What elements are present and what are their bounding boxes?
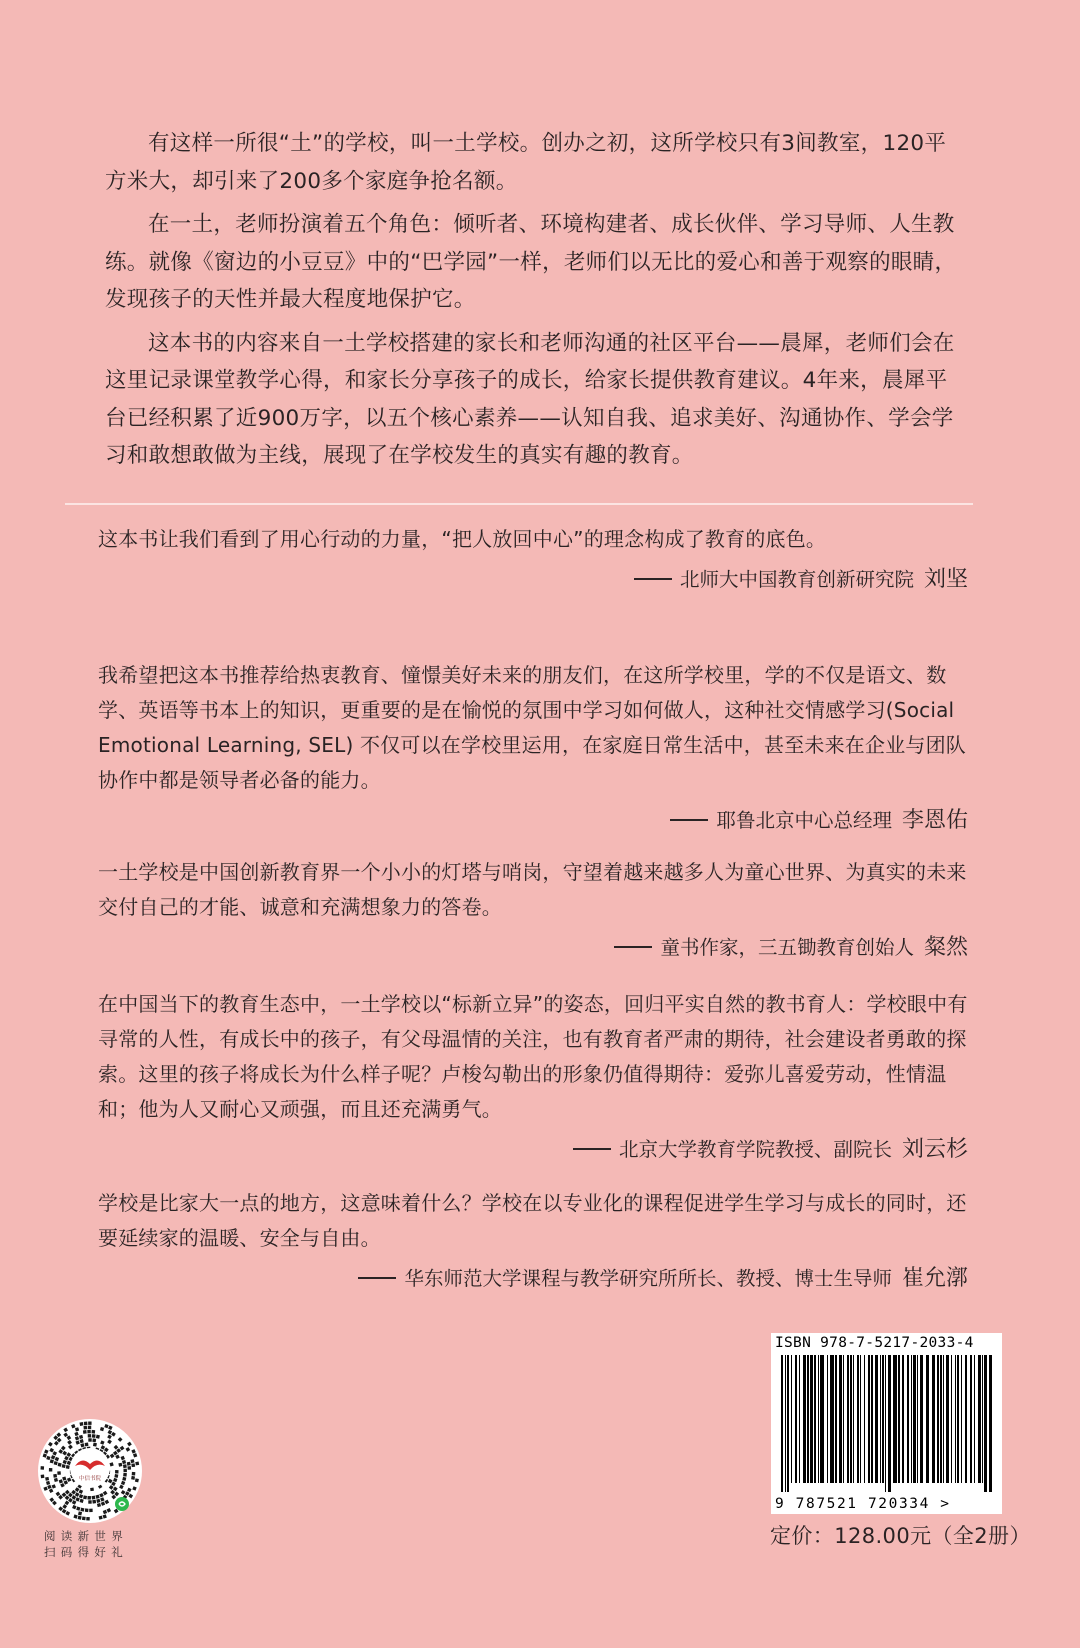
qr-module: [83, 1495, 87, 1499]
barcode-bar: [943, 1355, 944, 1483]
barcode-bar: [911, 1355, 912, 1483]
barcode-bar: [791, 1355, 792, 1483]
qr-module: [88, 1434, 91, 1437]
attribution-title: 童书作家，三五锄教育创始人: [660, 936, 914, 959]
qr-module: [53, 1474, 57, 1478]
barcode-bar: [913, 1355, 916, 1483]
qr-module: [45, 1477, 49, 1481]
qr-module: [114, 1474, 118, 1478]
barcode-digits: 9 787521 720334 >: [775, 1496, 951, 1512]
qr-module: [127, 1466, 131, 1470]
qr-code[interactable]: [37, 1418, 143, 1524]
barcode-bar: [920, 1355, 923, 1483]
qr-module: [83, 1430, 87, 1434]
barcode-bar: [875, 1355, 878, 1483]
qr-module: [85, 1443, 89, 1447]
qr-module: [40, 1466, 44, 1470]
qr-module: [131, 1476, 135, 1480]
qr-module: [87, 1430, 90, 1433]
barcode-bar: [847, 1355, 849, 1483]
qr-caption: [44, 1528, 128, 1560]
qr-module: [66, 1465, 70, 1469]
qr-module: [91, 1430, 95, 1434]
qr-module: [49, 1468, 52, 1471]
qr-module: [83, 1426, 87, 1430]
attribution-name: 李恩佑: [901, 808, 968, 833]
qr-module: [123, 1464, 127, 1468]
endorsement-quote: [98, 658, 970, 838]
qr-module: [115, 1470, 118, 1473]
barcode-bar: [907, 1355, 909, 1483]
barcode-bar: [839, 1355, 842, 1483]
intro-paragraph-1: 有这样一所很“土”的学校，叫一土学校。创办之初，这所学校只有3间教室，120平方米大，却引来了200多个家庭争抢名额。: [105, 131, 947, 194]
qr-module: [89, 1509, 92, 1512]
barcode-bar: [978, 1355, 981, 1483]
qr-caption-line-2: 扫码得好礼: [44, 1545, 128, 1559]
endorsement-quote: [98, 855, 970, 965]
attribution-name: 粲然: [923, 935, 968, 960]
quote-text: 学校是比家大一点的地方，这意味着什么？学校在以专业化的课程促进学生学习与成长的同时，还要延续家的温暖、安全与自由。: [98, 1191, 967, 1250]
barcode-bar: [951, 1355, 952, 1483]
barcode-bar: [940, 1355, 942, 1483]
qr-module: [80, 1508, 84, 1512]
qr-module: [57, 1471, 61, 1475]
qr-module: [85, 1508, 89, 1512]
quote-attribution: [98, 563, 970, 597]
qr-module: [135, 1462, 139, 1466]
barcode-bar: [926, 1355, 929, 1483]
qr-module: [118, 1463, 122, 1467]
endorsement-quote: [98, 1186, 970, 1296]
barcode-bar: [860, 1355, 861, 1483]
attribution-dash: [634, 578, 672, 580]
attribution-dash: [614, 946, 652, 948]
barcode-bar: [970, 1355, 972, 1483]
barcode-bar: [885, 1355, 886, 1492]
qr-module: [123, 1473, 127, 1477]
barcode-bar: [868, 1355, 870, 1483]
qr-module: [127, 1462, 131, 1466]
qr-module: [123, 1469, 126, 1472]
attribution-title: 耶鲁北京中心总经理: [716, 809, 892, 832]
barcode-bar: [781, 1355, 783, 1492]
isbn-label: ISBN 978-7-5217-2033-4: [775, 1335, 974, 1351]
qr-module: [92, 1438, 96, 1442]
barcode-bar: [898, 1355, 900, 1483]
barcode-bar: [946, 1355, 949, 1483]
qr-module: [88, 1500, 91, 1503]
section-divider: [65, 503, 973, 505]
attribution-dash: [358, 1277, 396, 1279]
barcode-bar: [814, 1355, 816, 1483]
intro-paragraph-3: 这本书的内容来自一土学校搭建的家长和老师沟通的社区平台——晨犀，老师们会在这里记录课堂教学心得，和家长分享孩子的成长，给家长提供教育建议。4年来，晨犀平台已经积累了近900万字，以五个核心素养——认知自我、追求美好、沟通协作、学会学习和敢想敢做为主线，展现了在学校发生的真实有趣的教育。: [105, 330, 955, 468]
quote-text: 这本书让我们看到了用心行动的力量，“把人放回中心”的理念构成了教育的底色。: [98, 527, 827, 551]
endorsement-quote: [98, 522, 970, 597]
barcode-bars: [781, 1355, 993, 1492]
barcode-bar: [961, 1355, 962, 1483]
barcode-bar: [820, 1355, 824, 1483]
qr-caption-line-1: 阅读新世界: [44, 1529, 128, 1543]
attribution-name: 刘云杉: [901, 1137, 968, 1162]
quote-attribution: [98, 1262, 970, 1296]
barcode-bar: [937, 1355, 939, 1483]
barcode-bar: [957, 1355, 959, 1483]
qr-module: [41, 1475, 45, 1479]
barcode-bar: [974, 1355, 975, 1483]
attribution-name: 崔允漷: [901, 1266, 968, 1291]
barcode-bar: [799, 1355, 800, 1483]
qr-module: [88, 1421, 91, 1424]
barcode-bar: [850, 1355, 852, 1483]
qr-module: [92, 1496, 96, 1500]
barcode-bar: [818, 1355, 819, 1483]
barcode-bar: [955, 1355, 956, 1483]
attribution-title: 华东师范大学课程与教学研究所所长、教授、博士生导师: [404, 1267, 892, 1290]
barcode-bar: [882, 1355, 884, 1483]
quote-attribution: [98, 931, 970, 965]
qr-module: [62, 1464, 66, 1468]
barcode-bar: [984, 1355, 987, 1492]
qr-module: [82, 1516, 86, 1520]
barcode-bar: [803, 1355, 806, 1483]
barcode-bar: [864, 1355, 865, 1483]
qr-module: [58, 1463, 62, 1467]
barcode-bar: [843, 1355, 844, 1483]
qr-module: [84, 1422, 88, 1426]
qr-logo-text: 中信书院: [78, 1476, 102, 1482]
qr-module: [93, 1443, 97, 1447]
attribution-title: 北师大中国教育创新研究院: [679, 568, 914, 591]
qr-module: [78, 1516, 82, 1520]
attribution-dash: [573, 1148, 611, 1150]
barcode-bar: [965, 1355, 967, 1483]
attribution-title: 北京大学教育学院教授、副院长: [618, 1138, 892, 1161]
quote-text: 我希望把这本书推荐给热衷教育、憧憬美好未来的朋友们，在这所学校里，学的不仅是语文、数学、英语等书本上的知识，更重要的是在愉悦的氛围中学习如何做人，这种社交情感学习(Social Emotional Learning, SEL) 不仅可以在学校里运用，在家庭日常生活中，甚至未来在企业与团队协作中都是领导者必备的能力。: [98, 663, 967, 792]
quote-attribution: [98, 1133, 970, 1167]
barcode-bar: [857, 1355, 859, 1483]
qr-module: [92, 1434, 96, 1438]
mini-program-icon: [115, 1497, 129, 1511]
barcode-bar: [932, 1355, 935, 1483]
barcode-bar: [810, 1355, 813, 1483]
barcode-bar: [902, 1355, 904, 1483]
barcode-bar: [795, 1355, 797, 1483]
attribution-dash: [670, 819, 708, 821]
qr-module: [87, 1496, 90, 1499]
barcode-bar: [830, 1355, 834, 1483]
barcode-bar: [888, 1355, 891, 1492]
isbn-barcode: [771, 1333, 1002, 1514]
quote-attribution: [98, 804, 970, 838]
barcode-bar: [880, 1355, 881, 1483]
qr-module: [135, 1478, 139, 1482]
barcode-bar: [982, 1355, 983, 1483]
qr-module: [86, 1517, 90, 1521]
intro-paragraph-2: 在一土，老师扮演着五个角色：倾听者、环境构建者、成长伙伴、学习导师、人生教练。就像《窗边的小豆豆》中的“巴学园”一样，老师们以无比的爱心和善于观察的眼睛，发现孩子的天性并最大程度地保护它。: [105, 212, 957, 312]
endorsement-quote: [98, 987, 970, 1167]
barcode-bar: [785, 1355, 786, 1492]
qr-module: [131, 1463, 135, 1467]
barcode-bar: [807, 1355, 809, 1483]
qr-module: [88, 1426, 91, 1429]
barcode-bar: [871, 1355, 873, 1483]
qr-module: [79, 1422, 83, 1426]
price-label: 定价：128.00元（全2册）: [770, 1524, 1031, 1548]
quote-text: 一土学校是中国创新教育界一个小小的灯塔与哨岗，守望着越来越多人为童心世界、为真实的未来交付自己的才能、诚意和充满想象力的答卷。: [98, 860, 967, 919]
qr-module: [132, 1472, 136, 1476]
barcode-bar: [787, 1355, 789, 1492]
qr-module: [88, 1438, 91, 1441]
barcode-bar: [917, 1355, 918, 1483]
qr-module: [92, 1500, 96, 1504]
barcode-bar: [835, 1355, 837, 1483]
barcode-bar: [989, 1355, 992, 1492]
barcode-bar: [893, 1355, 897, 1483]
attribution-name: 刘坚: [923, 567, 968, 592]
intro-section: [105, 125, 965, 481]
barcode-bar: [827, 1355, 828, 1483]
quote-text: 在中国当下的教育生态中，一土学校以“标新立异”的姿态，回归平实自然的教书育人：学校眼中有寻常的人性，有成长中的孩子，有父母温情的关注，也有教育者严肃的期待，社会建设者勇敢的探索。这里的孩子将成长为什么样子呢？卢梭勾勒出的形象仍值得期待：爱弥儿喜爱劳动，性情温和；他为人又耐心又顽强，而且还充满勇气。: [98, 992, 968, 1121]
barcode-bar: [853, 1355, 854, 1483]
